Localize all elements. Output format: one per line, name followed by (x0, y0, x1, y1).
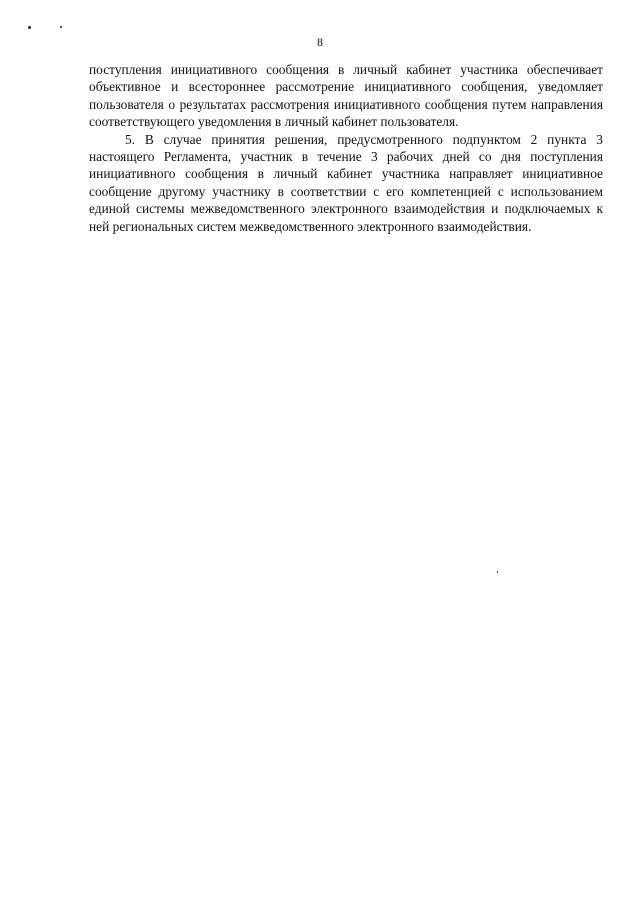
scan-artifact-dot (497, 571, 498, 573)
paragraph: поступления инициативного сообщения в личный кабинет участника обеспечивает объективное и всестороннее рассмотрение инициативного сообщения, уведомляет пользователя о результатах рассмотрения инициативного сообщения путем направления соответствующего уведомления в личный кабинет пользователя. (89, 62, 603, 130)
document-body (89, 61, 603, 235)
scan-artifact-dot (60, 26, 62, 28)
page-number: 8 (317, 35, 323, 49)
paragraph: 5. В случае принятия решения, предусмотренного подпунктом 2 пункта 3 настоящего Регламента, участник в течение 3 рабочих дней со дня поступления инициативного сообщения в личный кабинет участника направляет инициативное сообщение другому участнику в соответствии с его компетенцией с использованием единой системы межведомственного электронного взаимодействия и подключаемых к ней региональных систем межведомственного электронного взаимодействия. (89, 131, 603, 234)
scan-artifact-dot (28, 26, 31, 29)
